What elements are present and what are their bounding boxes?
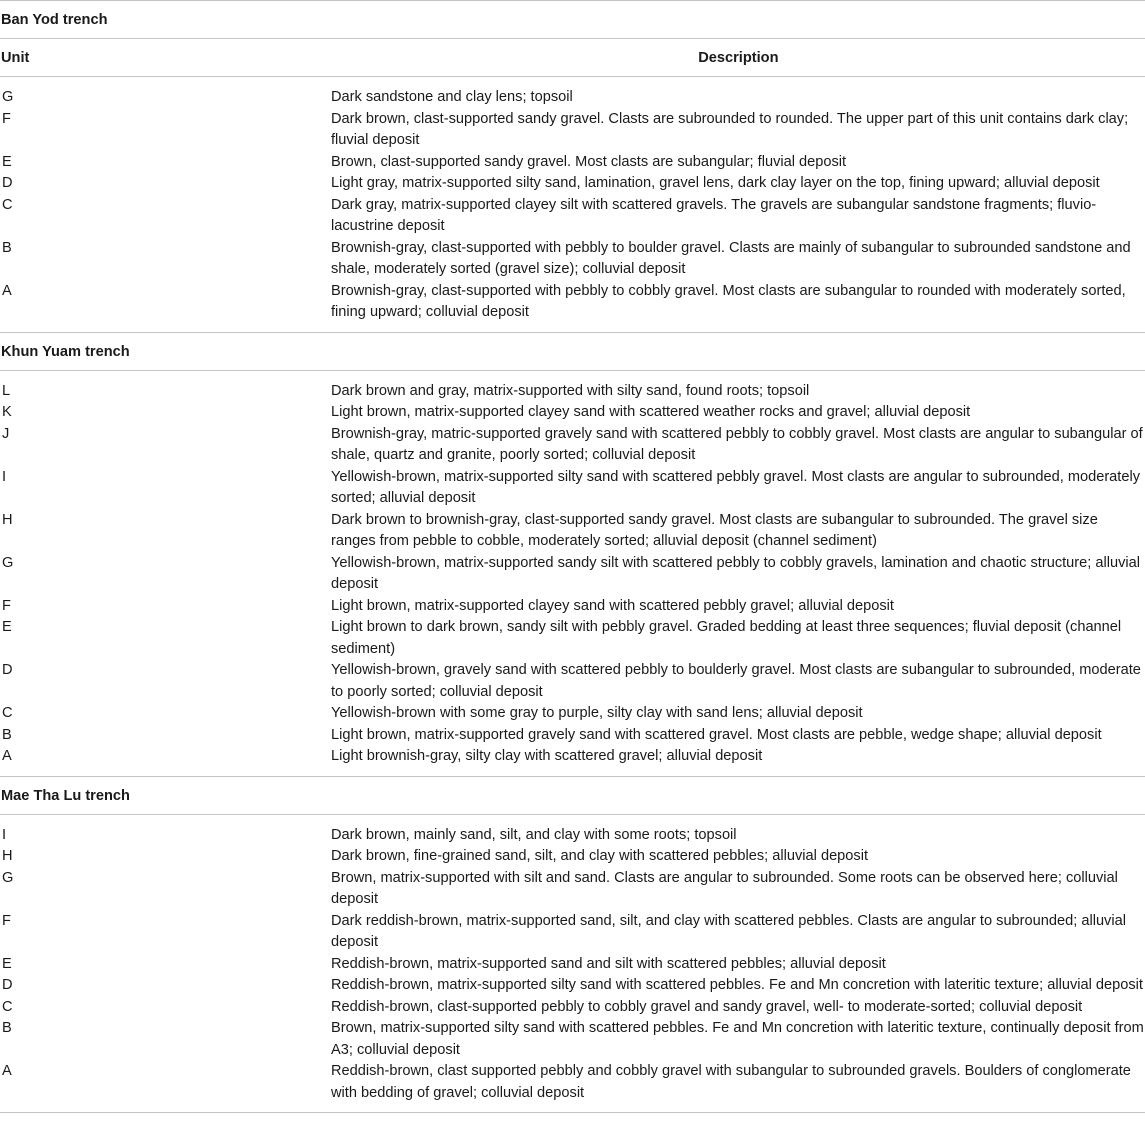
description-cell: Dark brown to brownish-gray, clast-supported sandy gravel. Most clasts are subangular to subrounded. The gravel size ranges from pebble to cobble, moderately sorted; alluvial deposit (channel sediment) — [331, 511, 1098, 549]
description-cell: Dark reddish-brown, matrix-supported sand, silt, and clay with scattered pebbles. Clasts are angular to subrounded; alluvial deposit — [331, 912, 1126, 950]
table-row — [0, 868, 1145, 911]
unit-cell: E — [2, 619, 12, 635]
description-cell: Reddish-brown, matrix-supported silty sand with scattered pebbles. Fe and Mn concretion with lateritic texture; alluvial deposit — [331, 977, 1143, 993]
description-cell: Light brown, matrix-supported clayey sand with scattered weather rocks and gravel; alluvial deposit — [331, 404, 971, 420]
unit-cell: D — [2, 175, 13, 191]
unit-cell: G — [2, 869, 14, 886]
table-row — [0, 746, 1145, 768]
unit-cell: F — [2, 110, 11, 127]
description-cell: Yellowish-brown with some gray to purple, silty clay with sand lens; alluvial deposit — [331, 705, 863, 721]
table-row — [0, 617, 1145, 660]
description-cell: Brownish-gray, matric-supported gravely sand with scattered pebbly to cobbly gravel. Most clasts are angular to subangular of shale, quartz and granite, poorly sorted; colluvial deposit — [331, 425, 1143, 463]
description-cell: Light gray, matrix-supported silty sand, lamination, gravel lens, dark clay layer on the top, fining upward; alluvial deposit — [331, 175, 1100, 191]
section-rows — [0, 77, 1145, 332]
description-cell: Dark brown and gray, matrix-supported with silty sand, found roots; topsoil — [331, 382, 810, 399]
unit-cell: B — [2, 239, 12, 256]
table-row — [0, 281, 1145, 324]
table-row — [0, 660, 1145, 703]
description-cell: Reddish-brown, clast supported pebbly and cobbly gravel with subangular to subrounded gravels. Boulders of conglomerate with bedding of gravel; colluvial deposit — [331, 1063, 1131, 1101]
unit-cell: I — [2, 826, 7, 843]
section-rows — [0, 815, 1145, 1113]
table-rule — [0, 1112, 1145, 1113]
table-row — [0, 195, 1145, 238]
unit-cell: A — [2, 748, 12, 764]
description-cell: Dark gray, matrix-supported clayey silt with scattered gravels. The gravels are subangular sandstone fragments; fluvio-lacustrine deposit — [331, 196, 1097, 234]
table-row — [0, 1061, 1145, 1104]
unit-cell: A — [2, 1063, 12, 1079]
unit-cell: E — [2, 955, 12, 972]
description-cell: Reddish-brown, matrix-supported sand and silt with scattered pebbles; alluvial deposit — [331, 955, 886, 972]
column-header-description: Description — [698, 50, 779, 66]
table-row — [0, 152, 1145, 174]
description-cell: Brown, matrix-supported with silt and sand. Clasts are angular to subrounded. Some roots can be observed here; colluvial deposit — [331, 869, 1118, 907]
column-header-row — [0, 39, 1145, 76]
table-row — [0, 596, 1145, 618]
table-row — [0, 1018, 1145, 1061]
table-row — [0, 553, 1145, 596]
table-row — [0, 725, 1145, 747]
description-cell: Light brown, matrix-supported clayey sand with scattered pebbly gravel; alluvial deposit — [331, 597, 894, 614]
unit-cell: G — [2, 554, 14, 571]
unit-cell: C — [2, 196, 13, 213]
unit-cell: F — [2, 597, 11, 614]
unit-cell: B — [2, 726, 12, 743]
table-row — [0, 997, 1145, 1019]
description-cell: Yellowish-brown, gravely sand with scattered pebbly to boulderly gravel. Most clasts are subangular to subrounded, moderate to poorly sorted; colluvial deposit — [331, 662, 1141, 700]
unit-cell: F — [2, 912, 11, 929]
unit-cell: D — [2, 977, 13, 993]
description-cell: Yellowish-brown, matrix-supported silty sand with scattered pebbly gravel. Most clasts are angular to subrounded, moderately sorted; alluvial deposit — [331, 468, 1141, 506]
description-cell: Brown, clast-supported sandy gravel. Most clasts are subangular; fluvial deposit — [331, 153, 847, 170]
table-row — [0, 467, 1145, 510]
table-row — [0, 954, 1145, 976]
unit-cell: H — [2, 848, 13, 864]
table-row — [0, 703, 1145, 725]
unit-cell: D — [2, 662, 13, 678]
table-row — [0, 911, 1145, 954]
description-cell: Dark brown, clast-supported sandy gravel. Clasts are subrounded to rounded. The upper part of this unit contains dark clay; fluvial deposit — [331, 110, 1129, 148]
table-row — [0, 975, 1145, 997]
section-title-ban-yod: Ban Yod trench — [1, 12, 108, 28]
description-cell: Light brown to dark brown, sandy silt with pebbly gravel. Graded bedding at least three sequences; fluvial deposit (channel sediment) — [331, 619, 1122, 657]
table-row — [0, 825, 1145, 847]
section-rows — [0, 371, 1145, 776]
table-row — [0, 173, 1145, 195]
description-cell: Dark brown, mainly sand, silt, and clay with some roots; topsoil — [331, 826, 737, 843]
column-header-unit: Unit — [1, 50, 30, 66]
table-row — [0, 424, 1145, 467]
unit-cell: L — [2, 382, 11, 399]
description-cell: Reddish-brown, clast-supported pebbly to cobbly gravel and sandy gravel, well- to moderate-sorted; colluvial deposit — [331, 998, 1083, 1015]
table-row — [0, 109, 1145, 152]
section-title-mae-tha-lu: Mae Tha Lu trench — [1, 787, 130, 804]
description-cell: Dark sandstone and clay lens; topsoil — [331, 89, 573, 105]
description-cell: Light brown, matrix-supported gravely sand with scattered gravel. Most clasts are pebble, wedge shape; alluvial deposit — [331, 726, 1102, 743]
unit-cell: J — [2, 425, 10, 442]
table-row — [0, 846, 1145, 868]
unit-cell: H — [2, 511, 13, 528]
description-cell: Brown, matrix-supported silty sand with scattered pebbles. Fe and Mn concretion with lateritic texture, continually deposit from A3; colluvial deposit — [331, 1020, 1144, 1058]
unit-cell: A — [2, 282, 12, 299]
description-cell: Light brownish-gray, silty clay with scattered gravel; alluvial deposit — [331, 748, 763, 764]
unit-cell: K — [2, 404, 12, 420]
table-row — [0, 381, 1145, 403]
table-row — [0, 510, 1145, 553]
unit-cell: C — [2, 705, 13, 721]
unit-cell: G — [2, 89, 14, 105]
unit-cell: I — [2, 468, 7, 485]
section-title-khun-yuam: Khun Yuam trench — [1, 343, 130, 360]
description-cell: Brownish-gray, clast-supported with pebbly to cobbly gravel. Most clasts are subangular to rounded with moderately sorted, fining upward; colluvial deposit — [331, 282, 1126, 320]
unit-cell: C — [2, 998, 13, 1015]
table-row — [0, 87, 1145, 109]
description-cell: Dark brown, fine-grained sand, silt, and clay with scattered pebbles; alluvial deposit — [331, 848, 869, 864]
table-row — [0, 238, 1145, 281]
unit-cell: E — [2, 153, 12, 170]
table-row — [0, 402, 1145, 424]
unit-cell: B — [2, 1020, 12, 1036]
description-cell: Brownish-gray, clast-supported with pebbly to boulder gravel. Clasts are mainly of subangular to subrounded sandstone and shale, moderately sorted (gravel size); colluvial deposit — [331, 239, 1131, 277]
description-cell: Yellowish-brown, matrix-supported sandy silt with scattered pebbly to cobbly gravels, lamination and chaotic structure; alluvial deposit — [331, 554, 1140, 592]
